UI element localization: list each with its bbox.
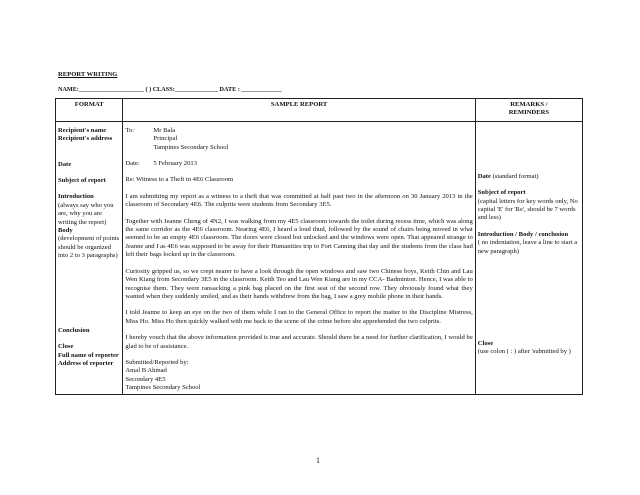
remark-date [478, 173, 580, 181]
format-address: Address of reporter [58, 359, 114, 367]
sample-report-column [123, 121, 475, 394]
recipient-block [125, 127, 472, 152]
report-body-paragraph-2: Curiosity gripped us, so we crept nearer to have a look through the open windows and saw two Chinese boys, Keith Chin and Lau Wen Kiang from Secondary 3E5 in the classroom. Keith Teo and Lau Wen Kiang are in my CCA- Badminton. Hence, I was able to recognise them. They were ransacking a pink bag placed on the first seat of the second row. They obviously found what they wanted when they suddenly smiled, and as their hands withdrew from the bag, I saw a grey mobile phone in their hands. [125, 267, 473, 300]
report-conclusion: I hereby vouch that the above information provided is true and accurate. Should there be a need for further clarification, I would be glad to be of assistance. [125, 334, 473, 350]
format-column [56, 121, 123, 394]
report-format-table [55, 98, 583, 395]
report-introduction: I am submitting my report as a witness to a theft that was committed at half past two in the afternoon on 30 January 2013 in the classroom of Secondary 4E6. The culprits were students from Secondary 3E5. [125, 192, 473, 209]
report-body-paragraph-3: I told Jeanne to keep an eye on the two of them while I ran to the General Office to report the matter to the Discipline Mistress, Miss Ho. Miss Ho then quickly walked with me back to the scene of the crime before she apprehended the two culprits. [125, 309, 473, 325]
header-remarks-line2: REMINDERS [508, 109, 550, 117]
remark-paragraph-label: Introduction / Body / conclusion [477, 230, 569, 238]
report-subject: Re: Witness to a Theft in 4E6 Classroom [125, 176, 234, 184]
close-reporter-name: Amal B Ahmad [125, 367, 167, 375]
recipient-title: Principal [153, 135, 178, 143]
header-remarks-line1: REMARKS / [510, 101, 548, 108]
close-submitted-by: Submitted/Reported by: [125, 358, 189, 366]
header-remarks [475, 99, 582, 122]
format-full-name: Full name of reporter [58, 351, 119, 359]
remark-date-label: Date [477, 172, 491, 180]
recipient-name: Mr Bala [153, 126, 176, 134]
header-sample-report: SAMPLE REPORT [123, 99, 475, 122]
date-label: Date: [125, 160, 140, 168]
format-introduction: Introduction [58, 193, 94, 201]
format-close: Close [58, 343, 74, 351]
document-heading: REPORT WRITING [58, 71, 118, 78]
remark-paragraph-note: ( no indentation, leave a line to start a new paragraph) [477, 239, 578, 255]
recipient-school: Tampines Secondary School [153, 143, 229, 151]
close-reporter-class: Secondary 4E5 [125, 375, 166, 383]
format-body-note: (development of points should be organized into 2 to 3 paragraphs) [58, 235, 120, 260]
header-format: FORMAT [56, 99, 123, 122]
format-body: Body [58, 227, 73, 235]
remark-close-note: (use colon ( : ) after 'submitted by ) [477, 348, 571, 356]
remarks-column [475, 121, 582, 394]
format-recipient-name: Recipient's name [58, 126, 107, 134]
format-date: Date [58, 160, 72, 168]
table-body-row [56, 121, 583, 394]
name-class-date-line: NAME:_____________________ ( ) CLASS:______________ DATE : _____________ [58, 86, 282, 93]
remark-date-note: (standard format) [490, 172, 539, 180]
format-recipient-address: Recipient's address [58, 135, 113, 143]
format-introduction-note: (always say who you are, why you are writing the report) [58, 201, 114, 226]
close-reporter-school: Tampines Secondary School [125, 384, 201, 392]
report-body-paragraph-1: Together with Jeanne Cheng of 4N2, I was walking from my 4E5 classroom towards the toilet during recess time, which was along the same corridor as the 4E6 classroom. Nearing 4E6, I heard a loud thud, followed by the sound of chairs being moved in what seemed to be an empty 4E6 classroom. The doors were closed but unlocked and the windows were open. That appeared strange to Jeanne and I as 4E6 was supposed to be away for their Humanities trip to Fort Canning that day and the students from the class had left their bags locked up in the classroom. [125, 217, 473, 259]
table-header-row [56, 99, 583, 122]
to-label: To: [125, 126, 135, 134]
remark-subject-label: Subject of report [477, 189, 526, 197]
format-conclusion: Conclusion [58, 326, 90, 334]
remark-close-label: Close [477, 340, 494, 348]
remark-subject-note: (capital letters for key words only, No capital 'E' for 'Re', should be 7 words and less) [477, 197, 578, 222]
format-subject: Subject of report [58, 177, 106, 185]
page-number: 1 [316, 456, 320, 465]
date-block [125, 160, 472, 168]
date-value: 5 February 2013 [153, 160, 197, 168]
